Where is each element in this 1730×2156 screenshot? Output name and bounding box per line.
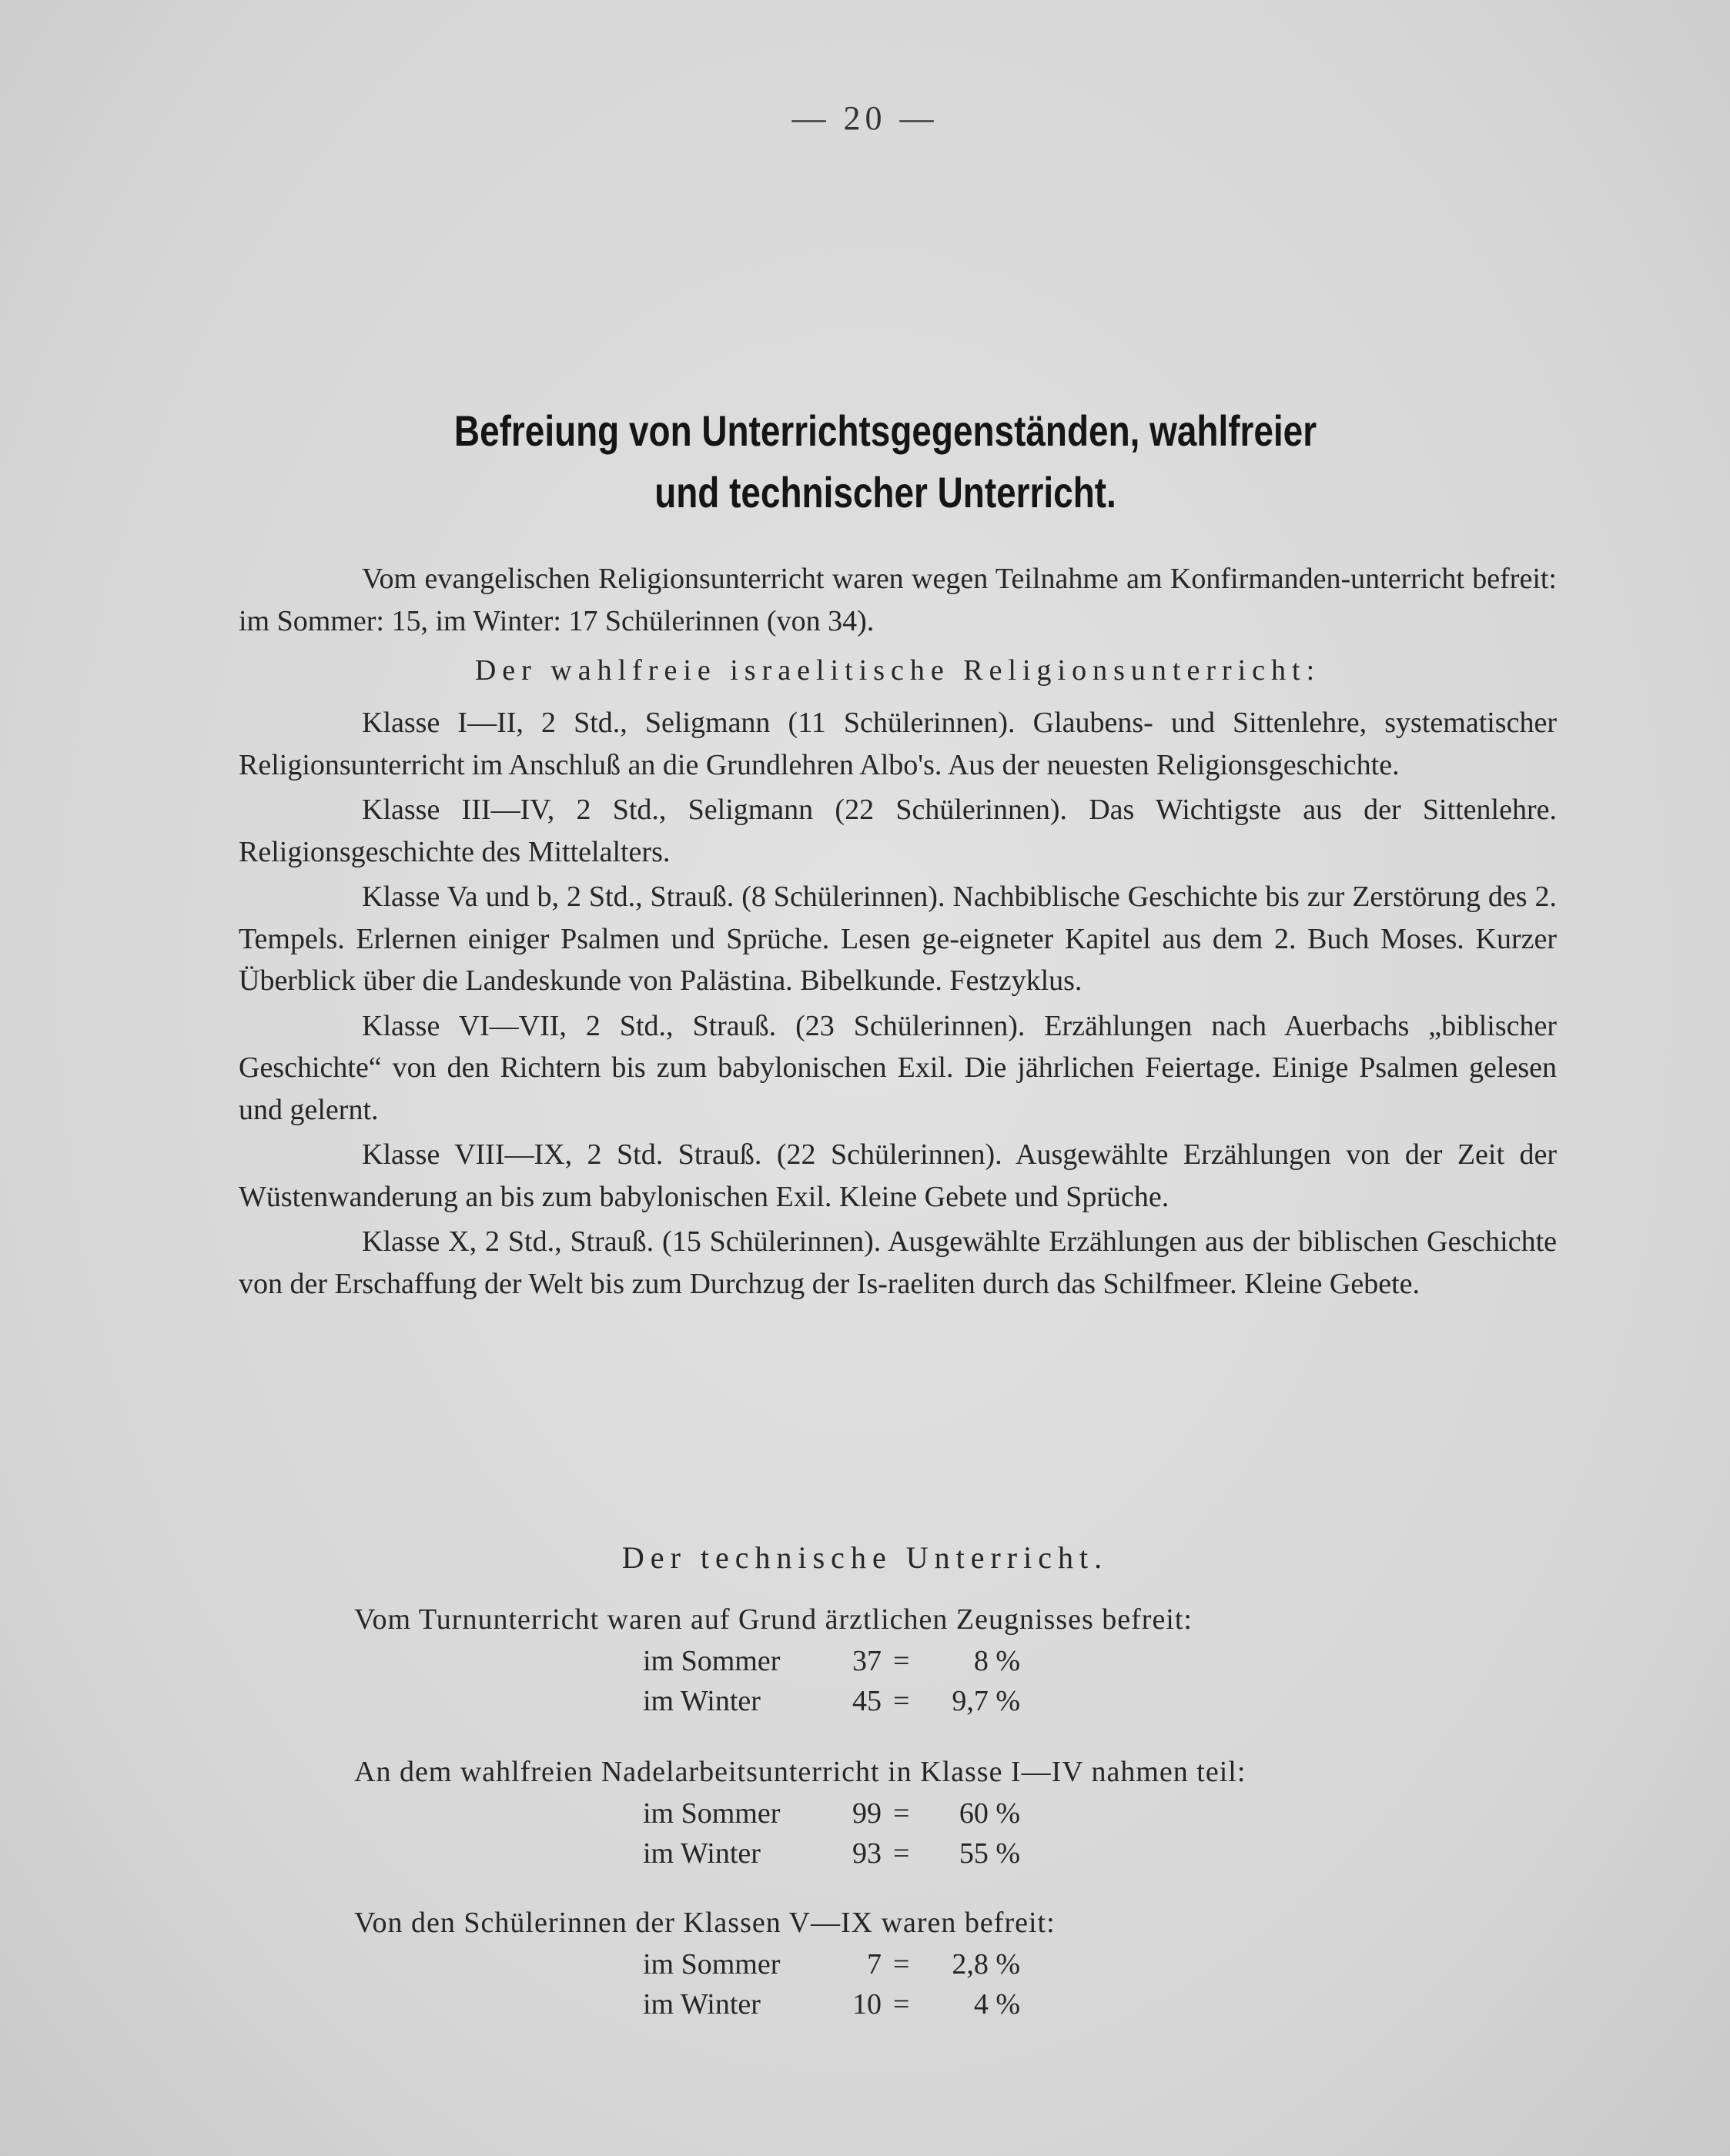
stat-count: 37 bbox=[852, 1645, 882, 1677]
stat-label: im Sommer bbox=[643, 1797, 781, 1830]
stat-equals: = bbox=[893, 1797, 910, 1830]
stat-row bbox=[354, 1833, 1509, 1874]
stat-label: im Winter bbox=[643, 1685, 761, 1717]
paragraph-klasse-10: Klasse X, 2 Std., Strauß. (15 Schülerinnen). Ausgewählte Erzählungen aus der biblischen Geschichte von der Erschaffung der Welt bis zum Durchzug der Is-raeliten durch das Schilfmeer. Kleine Gebete. bbox=[239, 1225, 1557, 1300]
stat-label: im Winter bbox=[643, 1837, 761, 1870]
stat-row bbox=[354, 1681, 1509, 1721]
stat-row bbox=[354, 1641, 1509, 1681]
paragraph-evangelical: Vom evangelischen Religionsunterricht waren wegen Teilnahme am Konfirmanden-unterricht befreit: im Sommer: 15, im Winter: 17 Schülerinnen (von 34). bbox=[239, 563, 1557, 637]
stat-row bbox=[354, 1793, 1509, 1833]
stat-count: 93 bbox=[852, 1837, 882, 1870]
stat-percent: 60 % bbox=[959, 1797, 1020, 1830]
stat-label: im Winter bbox=[643, 1988, 761, 2021]
stat-count: 45 bbox=[852, 1685, 882, 1717]
stat-equals: = bbox=[893, 1685, 910, 1717]
stat-label: im Sommer bbox=[643, 1645, 781, 1677]
stat-percent: 2,8 % bbox=[952, 1948, 1020, 1981]
technical-heading: Der technische Unterricht. bbox=[621, 1540, 1109, 1575]
page-title bbox=[349, 400, 1422, 523]
paragraph-klasse-5: Klasse Va und b, 2 Std., Strauß. (8 Schülerinnen). Nachbiblische Geschichte bis zur Zerstörung des 2. Tempels. Erlernen einiger Psalmen und Sprüche. Lesen ge-eigneter Kapitel aus dem 2. Buch Moses. Kurzer Überblick über die Landeskunde von Palästina. Bibelkunde. Festzyklus. bbox=[239, 881, 1557, 997]
stat-count: 7 bbox=[867, 1948, 882, 1981]
stat-percent: 55 % bbox=[959, 1837, 1020, 1870]
stat-equals: = bbox=[893, 1988, 910, 2021]
stat-equals: = bbox=[893, 1645, 910, 1677]
title-line-1: Befreiung von Unterrichtsgegenständen, wahlfreier bbox=[453, 406, 1317, 455]
title-line-2: und technischer Unterricht. bbox=[654, 468, 1116, 516]
religion-section bbox=[239, 558, 1557, 1308]
stat-percent: 9,7 % bbox=[952, 1685, 1020, 1717]
stat-title: Vom Turnunterricht waren auf Grund ärztlichen Zeugnisses befreit: bbox=[354, 1603, 1193, 1636]
stat-label: im Sommer bbox=[643, 1948, 781, 1981]
stat-title: Von den Schülerinnen der Klassen V—IX waren befreit: bbox=[354, 1907, 1056, 1939]
stat-row bbox=[354, 1984, 1509, 2024]
stat-equals: = bbox=[893, 1948, 910, 1981]
stat-row bbox=[354, 1944, 1509, 1984]
paragraph-klasse-1-2: Klasse I—II, 2 Std., Seligmann (11 Schülerinnen). Glaubens- und Sittenlehre, systematischer Religionsunterricht im Anschluß an die Grundlehren Albo's. Aus der neuesten Religionsgeschichte. bbox=[239, 707, 1557, 781]
stat-count: 10 bbox=[852, 1988, 882, 2021]
stat-equals: = bbox=[893, 1837, 910, 1870]
stat-title: An dem wahlfreien Nadelarbeitsunterricht in Klasse I—IV nahmen teil: bbox=[354, 1756, 1246, 1788]
israelite-heading: Der wahlfreie israelitische Religionsunterricht: bbox=[474, 654, 1321, 687]
stat-block-befreit bbox=[354, 1901, 1509, 2024]
stat-block-nadelarbeit bbox=[354, 1750, 1509, 1874]
stat-percent: 8 % bbox=[973, 1645, 1020, 1677]
page-number: — 20 — bbox=[791, 99, 939, 137]
stat-block-turnunterricht bbox=[354, 1598, 1509, 1721]
paragraph-klasse-3-4: Klasse III—IV, 2 Std., Seligmann (22 Schülerinnen). Das Wichtigste aus der Sittenlehre. Religionsgeschichte des Mittelalters. bbox=[239, 794, 1557, 868]
paragraph-klasse-6-7: Klasse VI—VII, 2 Std., Strauß. (23 Schülerinnen). Erzählungen nach Auerbachs „biblischer Geschichte“ von den Richtern bis zum babylonischen Exil. Die jährlichen Feiertage. Einige Psalmen gelesen und gelernt. bbox=[239, 1009, 1557, 1126]
stat-count: 99 bbox=[852, 1797, 882, 1830]
stat-percent: 4 % bbox=[973, 1988, 1020, 2021]
paragraph-klasse-8-9: Klasse VIII—IX, 2 Std. Strauß. (22 Schülerinnen). Ausgewählte Erzählungen von der Zeit der Wüstenwanderung an bis zum babylonischen Exil. Kleine Gebete und Sprüche. bbox=[239, 1138, 1557, 1213]
